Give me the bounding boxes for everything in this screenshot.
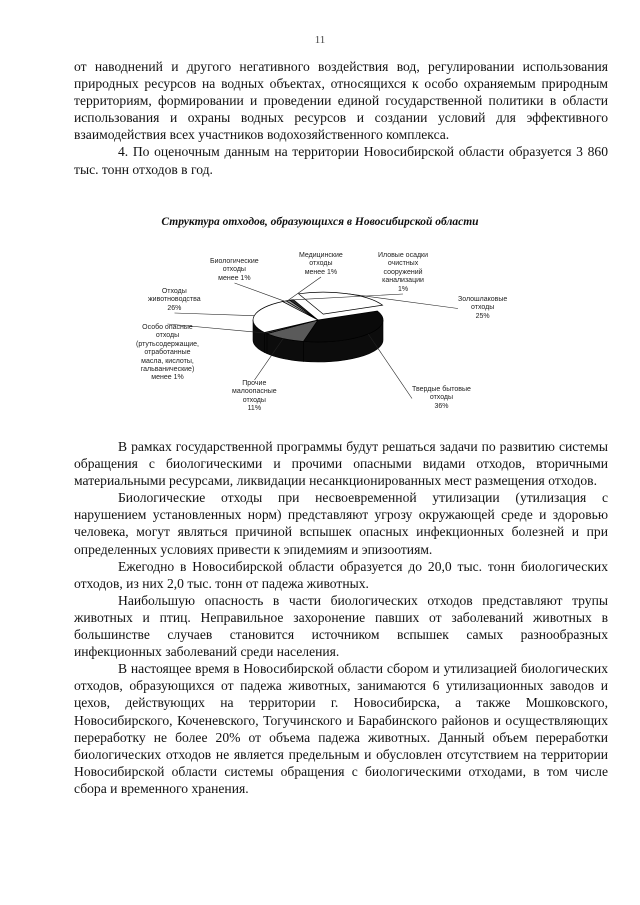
slice-label-line: менее 1%: [218, 274, 251, 282]
slice-label-line: 11%: [247, 405, 262, 413]
slice-label-line: отходы: [309, 260, 333, 268]
slice-label-line: отходы: [471, 304, 495, 312]
pie-slice-7: [299, 292, 383, 314]
paragraph-state-program: В рамках государственной программы будут решаться задачи по развитию системы обращения с биологическими и прочими опасными видами отходов, вторичными материальными ресурсами, ликвидации несанкционированных мест размещения отходов.: [74, 439, 608, 489]
page-number: 11: [314, 34, 326, 46]
slice-label-line: канализации: [382, 277, 424, 285]
leader-line: [175, 313, 255, 316]
slice-label-line: Медицинские: [299, 252, 343, 259]
label-medical-waste: [299, 252, 343, 277]
paragraph-current-utilization: В настоящее время в Новосибирской области сбором и утилизацией биологических отходов, образующихся от падежа животных, занимаются 6 утилизационных заводов и цехов, действующих на территории г. Новосибирска, а также Мошковского, Новосибирского, Коченевского, Тогучинского и Барабинского районов и осуществляющих переработку не более 20% от объема падежа животных. Данный объем переработки биологических отходов не является предельным и обусловлен отсутствием на территории Новосибирской области системы обращения с биологическими отходами, в том числе сбора и временного хранения.: [74, 661, 608, 796]
slice-label-line: 36%: [434, 402, 449, 410]
leader-line: [235, 283, 285, 301]
label-especially-hazardous-waste: [136, 324, 199, 383]
slice-label-line: отходы: [429, 394, 454, 402]
label-livestock-waste: [148, 288, 201, 313]
slice-label-line: животноводства: [148, 296, 201, 304]
leader-line: [368, 334, 412, 399]
paragraph-greatest-danger: Наибольшую опасность в части биологических отходов представляют трупы животных и птиц. Неправильное захоронение павших от заболеваний животных в большинстве случаев становится источником вспышек самых разнообразных инфекционных заболеваний среди населения.: [74, 592, 608, 660]
slice-label-line: (ртутьсодержащие,: [136, 340, 199, 348]
slice-label-line: Золошлаковые: [458, 296, 508, 303]
slice-label-line: менее 1%: [151, 374, 184, 382]
intro-text: [74, 58, 608, 178]
paragraph-biological-waste-threat: Биологические отходы при несвоевременной утилизации (утилизация с нарушением установленных норм) представляют угрозу окружающей среде и здоровью человека, могут являться причиной вспышек опасных инфекционных болезней и при определенных условиях привести к эпидемиям и эпизоотиям.: [74, 490, 608, 557]
body-text: [74, 438, 608, 797]
slice-label-line: отходы: [222, 266, 246, 274]
slice-label-line: малоопасные: [232, 388, 277, 396]
slice-label-line: отходы: [155, 332, 180, 340]
slice-label-line: отработанные: [144, 349, 191, 357]
item-4-paragraph: 4. По оценочным данным на территории Новосибирской области образуется 3 860 тыс. тонн отходов в год.: [74, 144, 608, 177]
slice-label-line: Отходы: [161, 288, 187, 295]
slice-label-line: Иловые осадки: [378, 252, 429, 259]
slice-label-line: 26%: [167, 304, 182, 312]
slice-label-line: очистных: [387, 260, 419, 268]
label-solid-household-waste: [412, 386, 471, 411]
label-other-low-hazard-waste: [232, 380, 277, 414]
slice-label-line: отходы: [242, 396, 266, 404]
slice-label-line: гальванические): [140, 366, 195, 374]
slice-label-line: сооружений: [383, 268, 423, 276]
label-ash-slag-waste: [458, 296, 507, 321]
slice-label-line: Биологические: [210, 258, 259, 265]
label-sludge-waste: [378, 252, 428, 294]
label-biological-waste: [210, 258, 259, 283]
slice-label-line: масла, кислоты,: [141, 357, 194, 365]
paragraph-annual-volume: Ежегодно в Новосибирской области образуется до 20,0 тыс. тонн биологических отходов, из них 2,0 тыс. тонн от падежа животных.: [74, 558, 608, 591]
slice-label-line: Твердые бытовые: [412, 386, 471, 393]
chart-title: Структура отходов, образующихся в Новосибирской области: [161, 216, 479, 228]
slice-label-line: 1%: [397, 285, 409, 293]
slice-label-line: Прочие: [242, 380, 267, 387]
pie-slice-side: [265, 333, 267, 354]
slice-label-line: менее 1%: [304, 268, 338, 276]
slice-label-line: 25%: [475, 312, 490, 320]
intro-paragraph: от наводнений и другого негативного воздействия вод, регулировании использования природных ресурсов на водных объектах, относящихся к особо охраняемым природным территориям, формировании и проведении единой государственной политики в области использования и охраны водных ресурсов и создании условий для эффективного взаимодействия всех участников водохозяйственного комплекса.: [74, 59, 608, 143]
slice-label-line: Особо опасные: [142, 324, 193, 331]
